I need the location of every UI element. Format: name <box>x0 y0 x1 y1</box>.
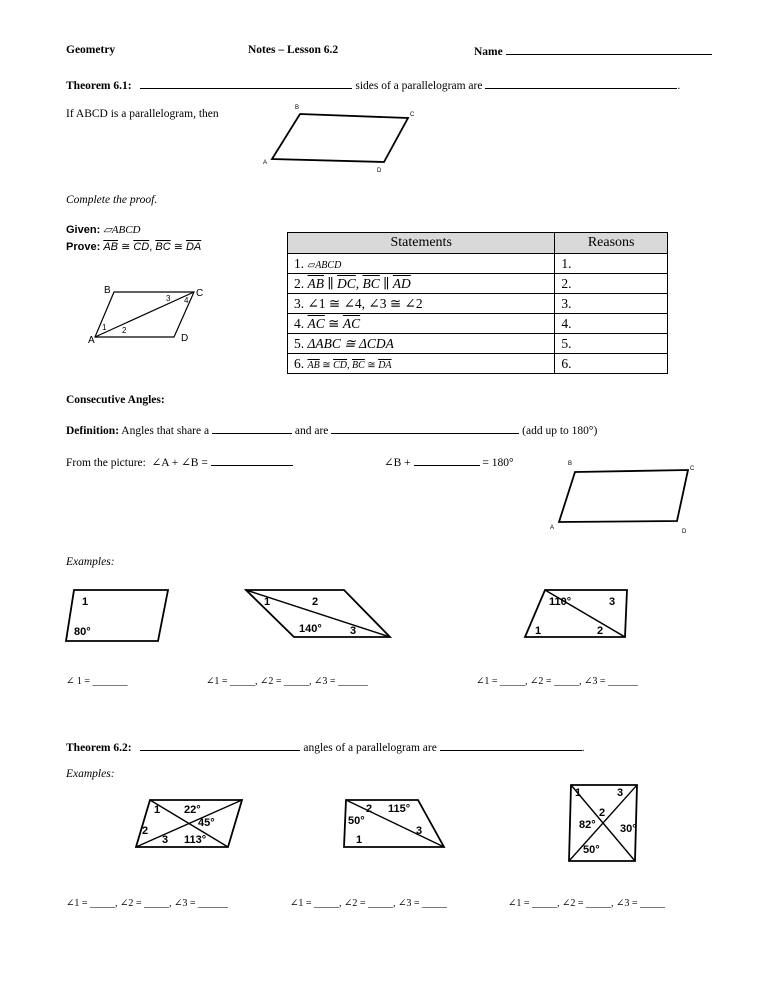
statements-header: Statements <box>288 233 555 254</box>
svg-text:B: B <box>568 461 573 467</box>
name-blank[interactable] <box>506 44 712 55</box>
examples1-answers-2[interactable]: ∠1 = _____, ∠2 = _____, ∠3 = ______ <box>206 676 369 687</box>
vertex-B: B <box>295 105 300 111</box>
example-parallelogram-3 <box>523 586 633 641</box>
svg-text:D: D <box>181 333 189 344</box>
proof-row <box>288 294 668 314</box>
svg-text:D: D <box>682 529 687 535</box>
example2-parallelogram-2 <box>336 796 448 851</box>
examples1-answers-3[interactable]: ∠1 = _____, ∠2 = _____, ∠3 = ______ <box>476 676 639 687</box>
svg-text:113°: 113° <box>184 834 207 846</box>
svg-text:2: 2 <box>599 807 606 819</box>
theorem-6-1: Theorem 6.1: sides of a parallelogram are . <box>66 80 681 92</box>
name-field[interactable] <box>474 44 712 58</box>
proof-reason[interactable]: 1. <box>555 254 668 274</box>
proof-row <box>288 354 668 374</box>
theorem-6-2-label: Theorem 6.2: <box>66 742 132 754</box>
svg-text:140°: 140° <box>299 623 322 635</box>
theorem-6-1-text: sides of a parallelogram are <box>355 80 483 92</box>
prove-line: Prove: $\overline{AB}$ ≅ $\overline{CD}$, $\overline{BC}$ ≅ $\overline{DA}$ <box>66 241 202 253</box>
parallelogram-intro: If ABCD is a parallelogram, then <box>66 108 219 120</box>
given-label: Given: <box>66 224 101 236</box>
svg-text:4: 4 <box>184 296 189 305</box>
examples2-answers-2[interactable]: ∠1 = _____, ∠2 = _____, ∠3 = _____ <box>290 898 448 909</box>
svg-text:1: 1 <box>102 323 107 332</box>
example-parallelogram-1 <box>66 586 171 646</box>
theorem-6-2-blank-1[interactable] <box>140 740 300 751</box>
vertex-C: C <box>410 112 415 118</box>
proof-row <box>288 314 668 334</box>
course-title: Geometry <box>66 44 116 56</box>
example2-rhombus <box>563 783 645 863</box>
theorem-6-2: Theorem 6.2: angles of a parallelogram are . <box>66 742 585 754</box>
proof-table <box>287 232 668 374</box>
proof-statement: 3. ∠1 ≅ ∠4, ∠3 ≅ ∠2 <box>288 294 555 314</box>
examples-label-1: Examples: <box>66 556 115 568</box>
svg-text:3: 3 <box>617 787 624 799</box>
svg-text:3: 3 <box>609 596 616 608</box>
svg-text:3: 3 <box>166 294 171 303</box>
svg-text:2: 2 <box>597 625 604 637</box>
proof-row <box>288 274 668 294</box>
theorem-6-2-blank-2[interactable] <box>440 740 582 751</box>
svg-text:1: 1 <box>356 834 363 846</box>
parallelogram-figure-2 <box>540 455 715 540</box>
theorem-6-1-label: Theorem 6.1: <box>66 80 132 92</box>
definition-blank-2[interactable] <box>331 423 519 434</box>
svg-text:3: 3 <box>162 834 169 846</box>
prove-label: Prove: <box>66 241 101 253</box>
definition-line: Definition: Angles that share a and are (add up to 180°) <box>66 425 598 437</box>
svg-text:50°: 50° <box>583 844 600 856</box>
parallelogram-figure-1 <box>255 100 425 180</box>
proof-row <box>288 334 668 354</box>
name-label: Name <box>474 46 503 58</box>
svg-text:80°: 80° <box>74 626 91 638</box>
proof-row <box>288 254 668 274</box>
expr1-blank[interactable] <box>211 455 293 466</box>
theorem-6-1-blank-2[interactable] <box>485 78 677 89</box>
proof-statement: 2. $\overline{AB}$ ∥ $\overline{DC}$, $\overline{BC}$ ∥ $\overline{AD}$ <box>288 274 555 294</box>
svg-text:A: A <box>88 335 95 346</box>
svg-text:2: 2 <box>366 803 373 815</box>
reasons-header: Reasons <box>555 233 668 254</box>
vertex-A: A <box>263 160 268 166</box>
example-parallelogram-2 <box>244 586 394 641</box>
proof-statement: 6. $\overline{AB}$ ≅ $\overline{CD}$, $\overline{BC}$ ≅ $\overline{DA}$ <box>288 354 555 374</box>
vertex-D: D <box>377 168 382 174</box>
lesson-title: Notes – Lesson 6.2 <box>248 44 339 56</box>
svg-text:3: 3 <box>350 625 357 637</box>
theorem-6-1-blank-1[interactable] <box>140 78 352 89</box>
svg-text:110°: 110° <box>549 596 572 608</box>
proof-statement: 1. ▱ABCD <box>288 254 555 274</box>
proof-statement: 5. ΔABC ≅ ΔCDA <box>288 334 555 354</box>
proof-reason[interactable]: 5. <box>555 334 668 354</box>
definition-blank-1[interactable] <box>212 423 292 434</box>
svg-text:115°: 115° <box>388 803 411 815</box>
svg-text:82°: 82° <box>579 819 596 831</box>
examples1-answers-1[interactable]: ∠ 1 = _______ <box>66 676 128 687</box>
svg-text:2: 2 <box>122 326 127 335</box>
proof-reason[interactable]: 6. <box>555 354 668 374</box>
proof-reason[interactable]: 3. <box>555 294 668 314</box>
svg-text:1: 1 <box>575 787 582 799</box>
svg-text:1: 1 <box>264 596 271 608</box>
given-value: ▱ABCD <box>103 224 141 236</box>
svg-text:1: 1 <box>82 596 89 608</box>
proof-statement: 4. $\overline{AC}$ ≅ $\overline{AC}$ <box>288 314 555 334</box>
from-picture-line-1: From the picture: ∠A + ∠B = <box>66 455 293 469</box>
examples2-answers-1[interactable]: ∠1 = _____, ∠2 = _____, ∠3 = ______ <box>66 898 229 909</box>
proof-reason[interactable]: 2. <box>555 274 668 294</box>
svg-text:2: 2 <box>312 596 319 608</box>
proof-reason[interactable]: 4. <box>555 314 668 334</box>
proof-figure <box>88 285 218 345</box>
svg-text:1: 1 <box>154 804 161 816</box>
from-picture-line-2: ∠B + = 180° <box>384 457 514 469</box>
svg-text:2: 2 <box>142 825 149 837</box>
svg-text:1: 1 <box>535 625 542 637</box>
examples-label-2: Examples: <box>66 768 115 780</box>
proof-instruction: Complete the proof. <box>66 194 158 206</box>
consecutive-heading: Consecutive Angles: <box>66 394 165 406</box>
expr2-blank[interactable] <box>414 455 480 466</box>
example2-parallelogram-1 <box>136 796 246 851</box>
svg-text:50°: 50° <box>348 815 365 827</box>
svg-text:A: A <box>550 525 555 531</box>
svg-text:45°: 45° <box>198 817 215 829</box>
svg-text:B: B <box>104 285 111 296</box>
svg-text:C: C <box>690 466 695 472</box>
examples2-answers-3[interactable]: ∠1 = _____, ∠2 = _____, ∠3 = _____ <box>508 898 666 909</box>
svg-text:22°: 22° <box>184 804 201 816</box>
given-line <box>66 223 140 236</box>
svg-text:3: 3 <box>416 825 423 837</box>
svg-text:30°: 30° <box>620 823 637 835</box>
svg-text:C: C <box>196 288 204 299</box>
